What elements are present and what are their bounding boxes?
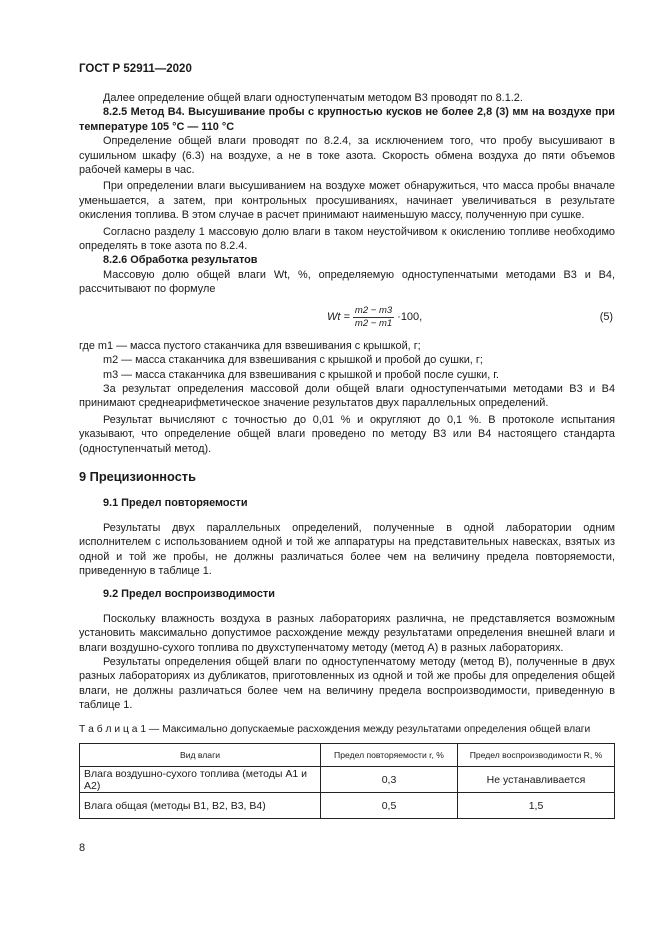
table-cell: 0,5 [321,793,458,819]
precision-table [79,743,615,819]
table-cell: Не устанавливается [458,767,615,793]
table-header: Вид влаги [80,744,321,767]
paragraph: За результат определения массовой доли общей влаги одноступенчатыми методами В3 и В4 принимают среднеарифметическое значение результатов двух параллельных определений. [79,382,615,410]
document-header: ГОСТ Р 52911—2020 [79,63,192,75]
formula-rhs: ·100, [397,310,423,323]
formula-denominator: m2 − m1 [354,317,393,329]
table-header: Предел повторяемости r, % [321,744,458,767]
section-heading-9-2: 9.2 Предел воспроизводимости [103,588,275,601]
where-item: m3 — масса стаканчика для взвешивания с крышкой и пробой после сушки, г. [103,368,499,381]
table-cell: Влага воздушно-сухого топлива (методы А1 и А2) [80,767,321,793]
page-body [79,91,615,819]
formula-fraction [353,305,394,329]
table-cell: 1,5 [458,793,615,819]
paragraph: При определении влаги высушиванием на воздухе может обнаружиться, что масса пробы вначале уменьшается, а затем, при контрольных просушиваниях, начинает увеличиваться в результате окисления топлива. В этом случае в расчет принимают наименьшую массу, полученную при сушке. [79,180,615,222]
table-row [80,767,615,793]
table-cell: Влага общая (методы В1, В2, В3, В4) [80,793,321,819]
formula-numerator: m2 − m3 [354,304,393,316]
paragraph: Далее определение общей влаги одноступенчатым методом В3 проводят по 8.1.2. [103,92,523,104]
paragraph: Результат вычисляют с точностью до 0,01 % и округляют до 0,1 %. В протоколе испытания указывают, что определение общей влаги проведено по методу В3 или В4 настоящего стандарта (одноступенчатый метод). [79,413,615,455]
paragraph: Поскольку влажность воздуха в разных лабораториях различна, не представляется возможным установить максимально допустимое расхождение между результатами определения внешней влаги и влаги воздушно-сухого топлива по двухступенчатому методу (метод А) в разных лабораториях. [79,612,615,654]
paragraph: Результаты двух параллельных определений, полученные в одной лаборатории одним исполнителем с использованием одной и той же аппаратуры на представительных навесках, взятых из одной и той же пробы, не должны различаться более чем на величину предела повторяемости, приведенную в таблице 1. [79,521,615,577]
paragraph: Массовую долю общей влаги Wt, %, определяемую одноступенчатыми методами В3 и В4, рассчитывают по формуле [79,268,615,296]
formula-5 [79,297,615,339]
section-heading-9-1: 9.1 Предел повторяемости [103,497,248,510]
where-item: где m1 — масса пустого стаканчика для взвешивания с крышкой, г; [79,339,421,352]
paragraph: Определение общей влаги проводят по 8.2.4, за исключением того, что пробу высушивают в сушильном шкафу (6.3) на воздухе, а не в токе азота. Скорость обмена воздуха до пяти объемов рабочей камеры в час. [79,135,615,177]
where-item: m2 — масса стаканчика для взвешивания с крышкой и пробой до сушки, г; [103,354,483,367]
formula-number: (5) [599,310,613,323]
paragraph: Согласно разделу 1 массовую долю влаги в таком неустойчивом к окислению топливе необходимо определять в токе азота по 8.2.4. [79,225,615,253]
formula-lhs: Wt = [327,310,350,323]
table-cell: 0,3 [321,767,458,793]
section-heading-9: 9 Прецизионность [79,468,196,484]
paragraph: Результаты определения общей влаги по одноступенчатому методу (метод В), полученные в двух разных лабораториях из дубликатов, приготовленных из одной и той же пробы для определения общей влаги, не должны различаться более чем на величину предела воспроизводимости, приведенную в таблице 1. [79,656,615,712]
table-caption: Т а б л и ц а 1 — Максимально допускаемые расхождения между результатами определения общей влаги [79,723,591,735]
table-row [80,793,615,819]
table-header: Предел воспроизводимости R, % [458,744,615,767]
page-number: 8 [79,842,86,854]
section-heading-8-2-5: 8.2.5 Метод В4. Высушивание пробы с крупностью кусков не более 2,8 (3) мм на воздухе при температуре 105 °С — 110 °С [79,106,615,133]
table-header-row [80,744,615,767]
section-heading-8-2-6: 8.2.6 Обработка результатов [103,254,258,267]
